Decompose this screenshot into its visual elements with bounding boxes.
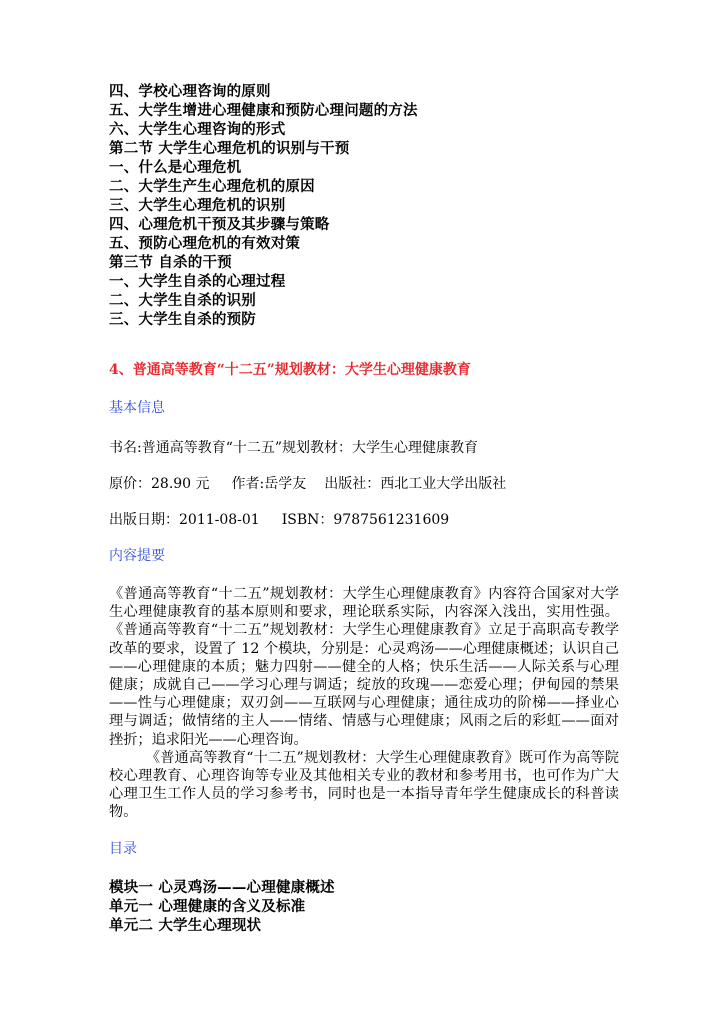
toc-line: 一、什么是心理危机 (109, 159, 242, 176)
document-page (109, 82, 619, 935)
toc-line: 五、预防心理危机的有效对策 (109, 235, 301, 252)
book-heading: 4、普通高等教育“十二五”规划教材：大学生心理健康教育 (109, 362, 471, 378)
contents-item: 单元二 大学生心理现状 (109, 916, 262, 934)
toc-line: 三、大学生自杀的预防 (109, 311, 256, 328)
toc-line: 第三节 自杀的干预 (109, 254, 232, 271)
summary-heading: 内容提要 (109, 548, 165, 564)
contents-list (109, 878, 619, 935)
toc-line: 第二节 大学生心理危机的识别与干预 (109, 140, 350, 157)
author: 作者:岳学友 (231, 476, 307, 492)
toc-line: 六、大学生心理咨询的形式 (109, 121, 286, 138)
toc-line: 四、心理危机干预及其步骤与策略 (109, 216, 330, 233)
toc-line: 一、大学生自杀的心理过程 (109, 273, 286, 290)
toc-line: 三、大学生心理危机的识别 (109, 197, 286, 214)
toc-line: 二、大学生产生心理危机的原因 (109, 178, 315, 195)
book-title-line: 书名:普通高等教育“十二五”规划教材：大学生心理健康教育 (109, 440, 479, 456)
date-isbn-line (109, 509, 619, 529)
price-author-publisher-line (109, 473, 619, 493)
pub-date: 出版日期：2011-08-01 (109, 512, 260, 528)
previous-book-toc (109, 82, 619, 329)
basic-info-heading: 基本信息 (109, 400, 165, 416)
toc-line: 五、大学生增进心理健康和预防心理问题的方法 (109, 102, 418, 119)
summary-paragraph-1: 《普通高等教育“十二五”规划教材：大学生心理健康教育》内容符合国家对大学生心理健康教育的基本原则和要求，理论联系实际，内容深入浅出，实用性强。《普通高等教育“十二五”规划教材：大学生心理健康教育》立足于高职高专教学改革的要求，设置了 12 个模块，分别是：心灵鸡汤——心理健康概述；认识自己——心理健康的本质；魅力四射——健全的人格；快乐生活——人际关系与心理健康；成就自己——学习心理与调适；绽放的玫瑰——恋爱心理；伊甸园的禁果——性与心理健康；双刃剑——互联网与心理健康；通往成功的阶梯——择业心理与调适；做情绪的主人——情绪、情感与心理健康；风雨之后的彩虹——面对挫折；追求阳光——心理咨询。 (109, 586, 619, 748)
price: 原价：28.90 元 (109, 476, 210, 492)
publisher: 出版社：西北工业大学出版社 (324, 476, 507, 492)
toc-line: 二、大学生自杀的识别 (109, 292, 256, 309)
isbn: ISBN：9787561231609 (281, 512, 450, 528)
toc-line: 四、学校心理咨询的原则 (109, 83, 271, 100)
contents-item: 模块一 心灵鸡汤——心理健康概述 (109, 878, 335, 896)
contents-heading: 目录 (109, 840, 137, 857)
contents-item: 单元一 心理健康的含义及标准 (109, 897, 306, 915)
summary-paragraph-2: 《普通高等教育“十二五”规划教材：大学生心理健康教育》既可作为高等院校心理教育、心理咨询等专业及其他相关专业的教材和参考用书，也可作为广大心理卫生工作人员的学习参考书，同时也是一本指导青年学生健康成长的科普读物。 (109, 749, 619, 821)
